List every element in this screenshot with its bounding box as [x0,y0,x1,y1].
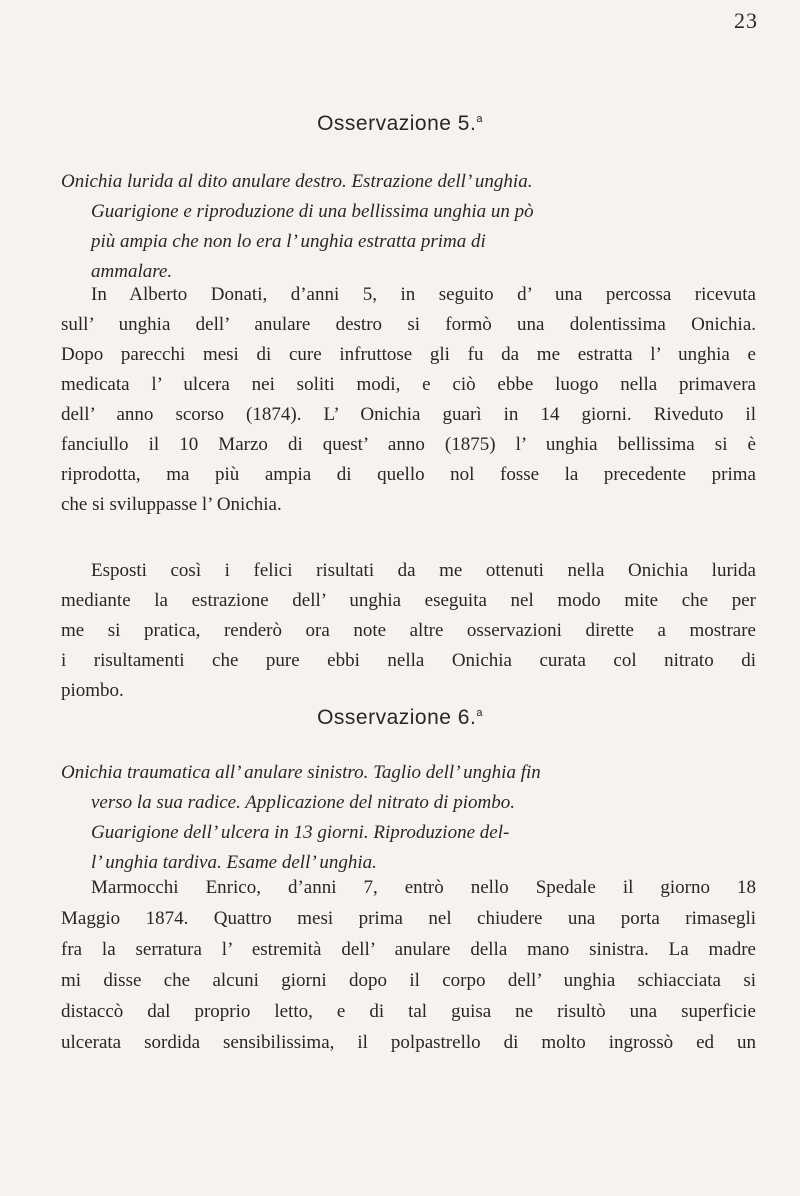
body-line: dell’ anno scorso (1874). L’ Onichia guarì in 14 giorni. Riveduto il [61,404,756,425]
body-line: che si sviluppasse l’ Onichia. [61,494,282,515]
body-line: fanciullo il 10 Marzo di quest’ anno (1875) l’ unghia bellissima si è [61,434,756,455]
summary-line: l’ unghia tardiva. Esame dell’ unghia. [91,852,377,873]
observation-5-title-text: Osservazione 5. [317,112,477,135]
summary-line: Guarigione e riproduzione di una bellissima unghia un pò [91,201,534,222]
summary-line: Onichia lurida al dito anulare destro. Estrazione dell’ unghia. [61,171,533,192]
body-line: distaccò dal proprio letto, e di tal guisa ne risultò una superficie [61,1001,756,1022]
observation-6-title-sup: a [476,707,483,719]
body-line: fra la serratura l’ estremità dell’ anulare della mano sinistra. La madre [61,939,756,960]
body-line: riprodotta, ma più ampia di quello nol fosse la precedente prima [61,464,756,485]
body-line: Maggio 1874. Quattro mesi prima nel chiudere una porta rimasegli [61,908,756,929]
observation-5-summary [61,167,761,287]
observation-5-title [0,112,800,136]
observation-5-body [61,280,756,520]
body-line: medicata l’ ulcera nei soliti modi, e ciò ebbe luogo nella primavera [61,374,756,395]
observation-6-body [61,872,756,1058]
body-line: piombo. [61,680,124,701]
observation-6-title [0,706,800,730]
body-line: Dopo parecchi mesi di cure infruttose gli fu da me estratta l’ unghia e [61,344,756,365]
body-line: Esposti così i felici risultati da me ottenuti nella Onichia lurida [91,560,756,581]
observation-6-title-text: Osservazione 6. [317,706,477,729]
body-line: i risultamenti che pure ebbi nella Onichia curata col nitrato di [61,650,756,671]
summary-line: più ampia che non lo era l’ unghia estratta prima di [91,231,486,252]
summary-line: Guarigione dell’ ulcera in 13 giorni. Riproduzione del- [91,822,510,843]
body-line: Marmocchi Enrico, d’anni 7, entrò nello Spedale il giorno 18 [91,877,756,898]
body-line: sull’ unghia dell’ anulare destro si formò una dolentissima Onichia. [61,314,756,335]
summary-line: ammalare. [91,261,173,282]
body-line: In Alberto Donati, d’anni 5, in seguito d’ una percossa ricevuta [91,284,756,305]
body-line: mi disse che alcuni giorni dopo il corpo dell’ unghia schiacciata si [61,970,756,991]
observation-5-title-sup: a [476,113,483,125]
summary-line: Onichia traumatica all’ anulare sinistro. Taglio dell’ unghia fin [61,762,541,783]
observation-6-summary [61,758,761,878]
page-number: 23 [734,8,758,33]
body-line: me si pratica, renderò ora note altre osservazioni dirette a mostrare [61,620,756,641]
summary-line: verso la sua radice. Applicazione del nitrato di piombo. [91,792,515,813]
intro-paragraph [61,556,756,706]
body-line: ulcerata sordida sensibilissima, il polpastrello di molto ingrossò ed un [61,1032,756,1053]
body-line: mediante la estrazione dell’ unghia eseguita nel modo mite che per [61,590,756,611]
